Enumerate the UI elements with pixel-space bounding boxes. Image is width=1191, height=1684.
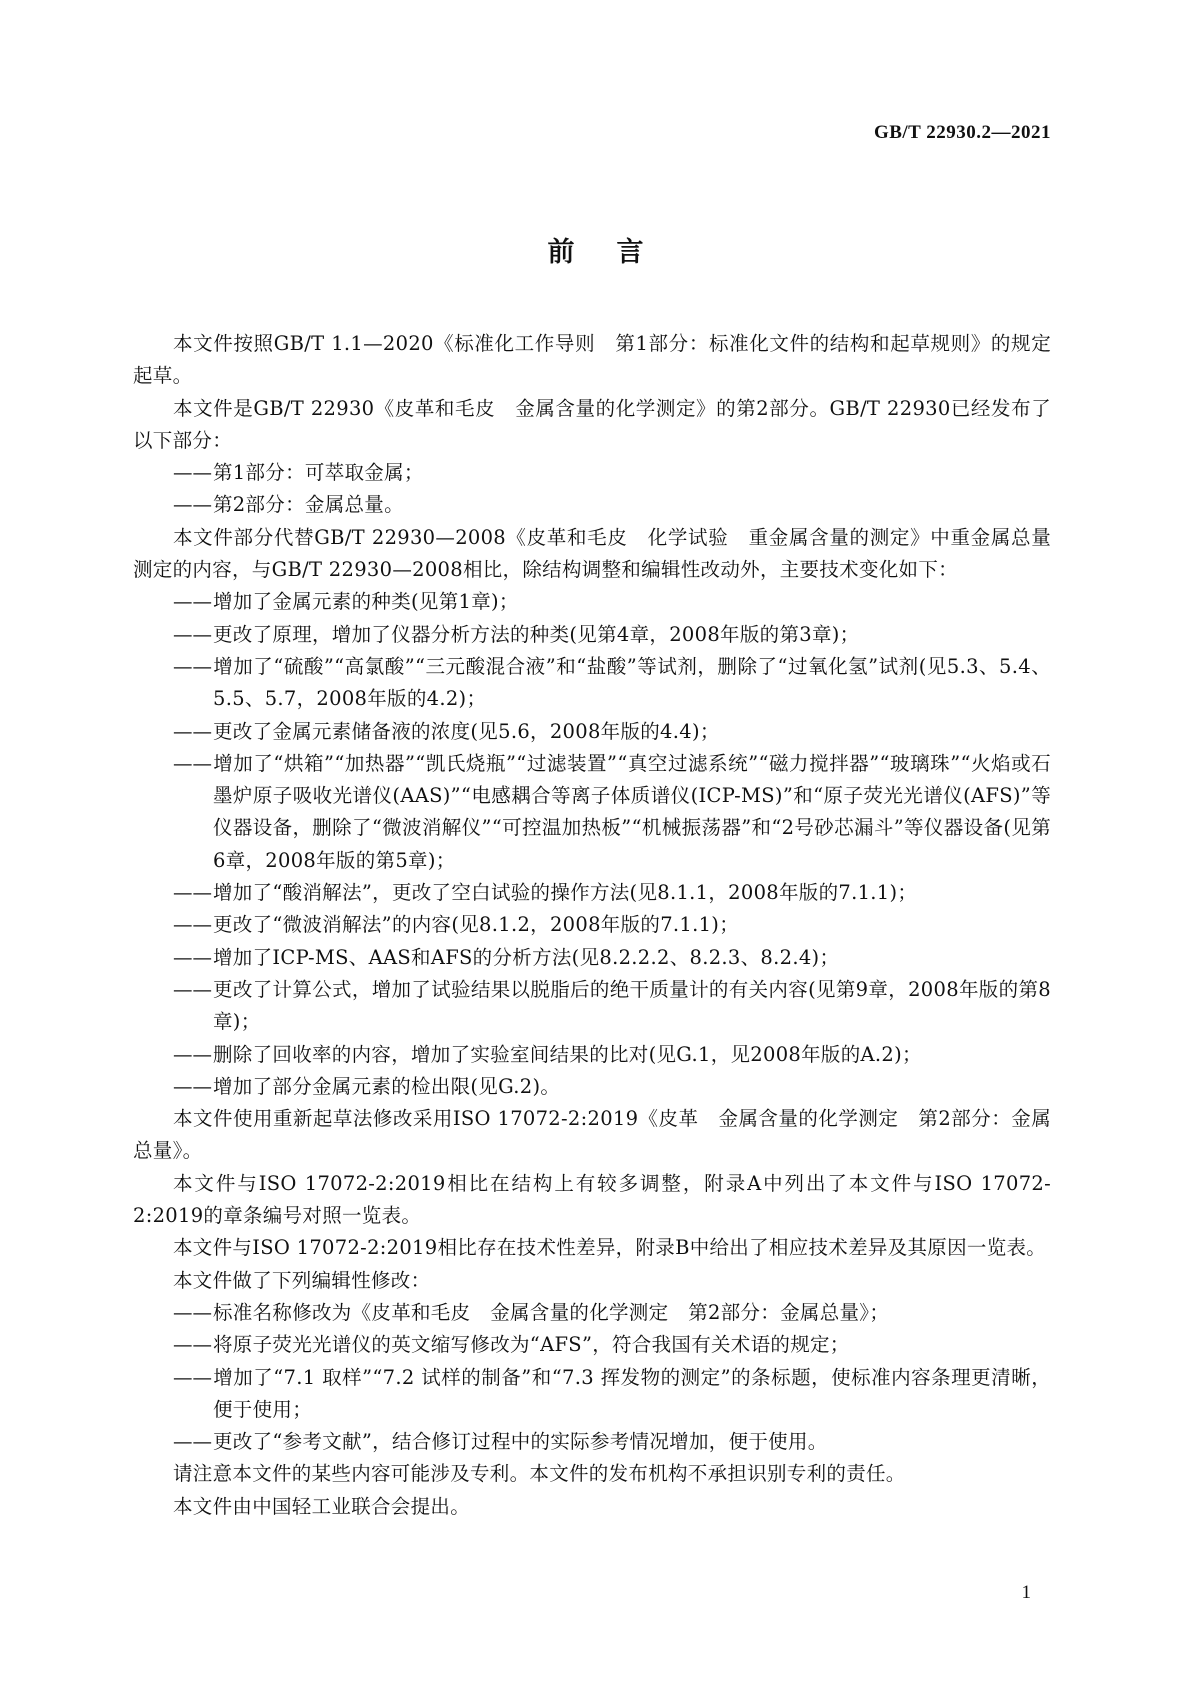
list-item-text: 将原子荧光光谱仪的英文缩写修改为“AFS”，符合我国有关术语的规定； bbox=[213, 1333, 850, 1357]
dash-marker: —— bbox=[173, 461, 212, 485]
list-item-text: 增加了ICP-MS、AAS和AFS的分析方法(见8.2.2.2、8.2.3、8.2.4)； bbox=[213, 945, 840, 969]
dash-marker: —— bbox=[173, 654, 212, 678]
list-item bbox=[133, 619, 1051, 651]
list-item bbox=[133, 877, 1051, 909]
document-body bbox=[133, 328, 1051, 1523]
dash-marker: —— bbox=[173, 977, 212, 1001]
standard-code: GB/T 22930.2—2021 bbox=[873, 122, 1051, 143]
dash-marker: —— bbox=[173, 945, 212, 969]
list-item-text: 更改了原理，增加了仪器分析方法的种类(见第4章，2008年版的第3章)； bbox=[213, 622, 860, 646]
list-item bbox=[133, 1426, 1051, 1458]
list-item bbox=[133, 1329, 1051, 1361]
list-item-text: 增加了“酸消解法”，更改了空白试验的操作方法(见8.1.1，2008年版的7.1.1)； bbox=[213, 881, 918, 905]
list-item bbox=[133, 716, 1051, 748]
list-item bbox=[133, 974, 1051, 1039]
list-item-text: 增加了“7.1 取样”“7.2 试样的制备”和“7.3 挥发物的测定”的条标题，使标准内容条理更清晰，便于使用； bbox=[213, 1365, 1051, 1421]
paragraph: 本文件使用重新起草法修改采用ISO 17072-2:2019《皮革 金属含量的化学测定 第2部分：金属总量》。 bbox=[133, 1107, 1051, 1163]
dash-marker: —— bbox=[173, 1430, 212, 1454]
dash-marker: —— bbox=[173, 590, 212, 614]
dash-marker: —— bbox=[173, 1074, 212, 1098]
list-item bbox=[133, 586, 1051, 618]
dash-marker: —— bbox=[173, 751, 212, 775]
list-item-text: 删除了回收率的内容，增加了实验室间结果的比对(见G.1，见2008年版的A.2)； bbox=[213, 1042, 922, 1066]
list-item-text: 更改了“微波消解法”的内容(见8.1.2，2008年版的7.1.1)； bbox=[213, 913, 740, 937]
list-item bbox=[133, 1071, 1051, 1103]
list-item bbox=[133, 457, 1051, 489]
list-item bbox=[133, 1362, 1051, 1427]
list-item bbox=[133, 909, 1051, 941]
dash-marker: —— bbox=[173, 913, 212, 937]
paragraph: 本文件与ISO 17072-2:2019相比在结构上有较多调整，附录A中列出了本文件与ISO 17072-2:2019的章条编号对照一览表。 bbox=[133, 1171, 1051, 1228]
list-item-text: 增加了“硫酸”“高氯酸”“三元酸混合液”和“盐酸”等试剂，删除了“过氧化氢”试剂(见5.3、5.4、5.5、5.7，2008年版的4.2)； bbox=[213, 654, 1051, 711]
list-item bbox=[133, 942, 1051, 974]
paragraph: 本文件部分代替GB/T 22930—2008《皮革和毛皮 化学试验 重金属含量的测定》中重金属总量测定的内容，与GB/T 22930—2008相比，除结构调整和编辑性改动外，主要技术变化如下： bbox=[133, 525, 1051, 582]
paragraph: 请注意本文件的某些内容可能涉及专利。本文件的发布机构不承担识别专利的责任。 bbox=[173, 1462, 906, 1486]
list-item bbox=[133, 1297, 1051, 1329]
paragraph: 本文件做了下列编辑性修改： bbox=[173, 1268, 431, 1292]
list-item bbox=[133, 651, 1051, 716]
list-item-text: 更改了“参考文献”，结合修订过程中的实际参考情况增加，便于使用。 bbox=[213, 1430, 828, 1454]
dash-marker: —— bbox=[173, 1333, 212, 1357]
list-item-text: 更改了金属元素储备液的浓度(见5.6，2008年版的4.4)； bbox=[213, 719, 720, 743]
paragraph: 本文件按照GB/T 1.1—2020《标准化工作导则 第1部分：标准化文件的结构和起草规则》的规定起草。 bbox=[133, 332, 1051, 388]
list-item-text: 增加了金属元素的种类(见第1章)； bbox=[213, 590, 519, 614]
list-item-text: 标准名称修改为《皮革和毛皮 金属含量的化学测定 第2部分：金属总量》； bbox=[213, 1300, 890, 1324]
dash-marker: —— bbox=[173, 719, 212, 743]
paragraph: 本文件由中国轻工业联合会提出。 bbox=[173, 1494, 471, 1518]
list-item-text: 第1部分：可萃取金属； bbox=[213, 461, 424, 485]
paragraph: 本文件是GB/T 22930《皮革和毛皮 金属含量的化学测定》的第2部分。GB/T 22930已经发布了以下部分： bbox=[133, 396, 1051, 452]
dash-marker: —— bbox=[173, 622, 212, 646]
dash-marker: —— bbox=[173, 1365, 212, 1389]
list-item-text: 增加了“烘箱”“加热器”“凯氏烧瓶”“过滤装置”“真空过滤系统”“磁力搅拌器”“玻璃珠”“火焰或石墨炉原子吸收光谱仪(AAS)”“电感耦合等离子体质谱仪(ICP-MS)”和“原子荧光光谱仪(AFS)”等仪器设备，删除了“微波消解仪”“可控温加热板”“机械振荡器”和“2号砂芯漏斗”等仪器设备(见第6章，2008年版的第5章)； bbox=[213, 751, 1051, 872]
page-title: 前言 bbox=[547, 237, 686, 268]
paragraph: 本文件与ISO 17072-2:2019相比存在技术性差异，附录B中给出了相应技术差异及其原因一览表。 bbox=[173, 1236, 1047, 1260]
dash-marker: —— bbox=[173, 881, 212, 905]
list-item-text: 更改了计算公式，增加了试验结果以脱脂后的绝干质量计的有关内容(见第9章，2008年版的第8章)； bbox=[213, 977, 1051, 1034]
list-item bbox=[133, 489, 1051, 521]
dash-marker: —— bbox=[173, 1042, 212, 1066]
list-item bbox=[133, 1039, 1051, 1071]
list-item-text: 第2部分：金属总量。 bbox=[213, 493, 404, 517]
dash-marker: —— bbox=[173, 493, 212, 517]
list-item bbox=[133, 748, 1051, 877]
dash-marker: —— bbox=[173, 1300, 212, 1324]
page-number: 1 bbox=[1021, 1582, 1031, 1603]
list-item-text: 增加了部分金属元素的检出限(见G.2)。 bbox=[213, 1074, 561, 1098]
